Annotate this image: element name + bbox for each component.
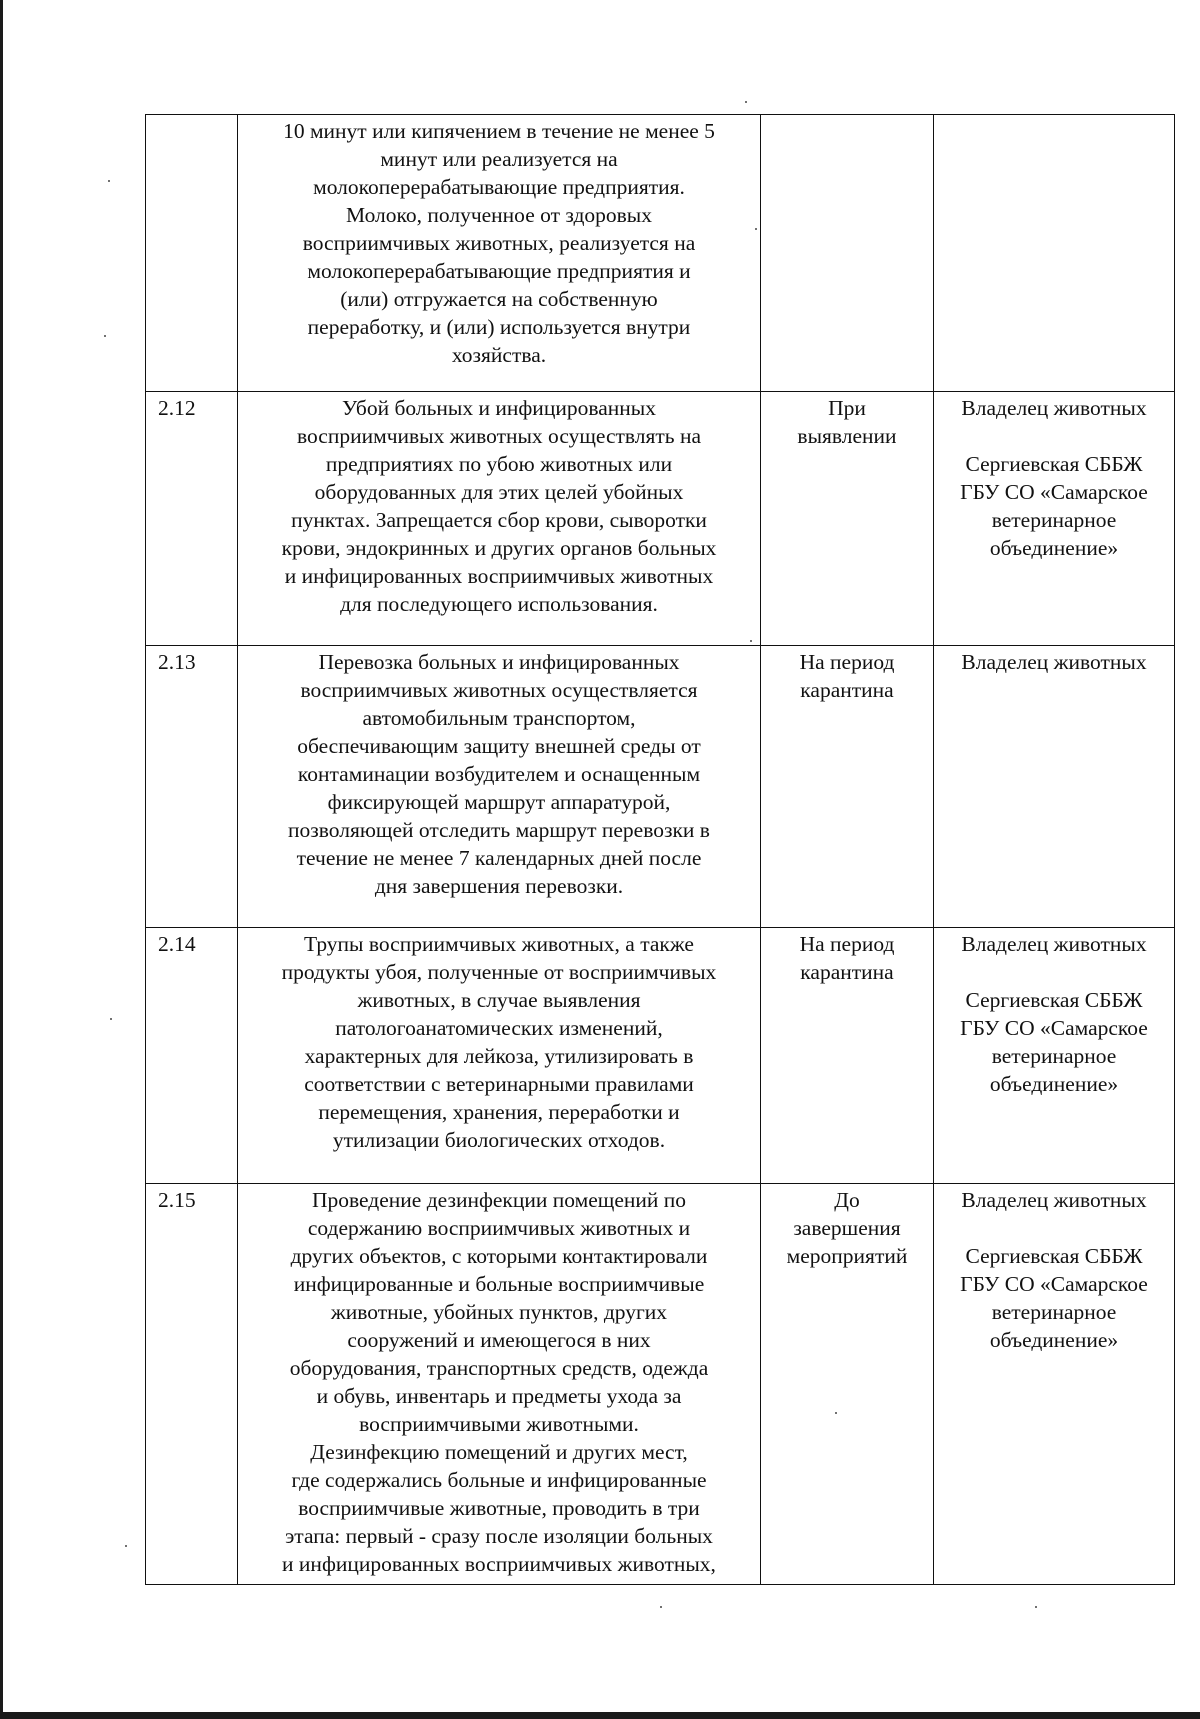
measure-description-cell	[238, 115, 761, 392]
text-line: ГБУ СО «Самарское	[960, 1016, 1148, 1040]
text-line: обеспечивающим защиту внешней среды от	[297, 734, 701, 758]
text-line: молокоперерабатывающие предприятия.	[313, 175, 685, 199]
text-line: автомобильным транспортом,	[362, 706, 636, 730]
text-line: характерных для лейкоза, утилизировать в	[304, 1044, 694, 1068]
text-line: минут или реализуется на	[380, 147, 618, 171]
scan-edge-left	[0, 0, 3, 1719]
text-line: и инфицированных восприимчивых животных,	[282, 1552, 716, 1576]
text-line: ГБУ СО «Самарское	[960, 1272, 1148, 1296]
text-line: Молоко, полученное от здоровых	[345, 203, 652, 227]
scan-speck	[745, 101, 747, 103]
text-line: объединение»	[989, 1072, 1119, 1096]
blank-line	[942, 958, 1166, 986]
text-line: Убой больных и инфицированных	[342, 396, 656, 420]
measures-table	[145, 114, 1175, 1585]
text-line: предприятиях по убою животных или	[325, 452, 673, 476]
blank-line	[942, 1214, 1166, 1242]
text-line: Сергиевская СББЖ	[965, 988, 1143, 1012]
text-line: До	[834, 1188, 860, 1212]
text-line: карантина	[800, 960, 894, 984]
text-line: оборудования, транспортных средств, одежда	[289, 1356, 709, 1380]
measures-table-body	[146, 115, 1175, 1585]
text-line: животных, в случае выявления	[357, 988, 641, 1012]
responsible-cell	[934, 115, 1175, 392]
text-line: продукты убоя, полученные от восприимчивых	[281, 960, 717, 984]
measure-description-cell	[238, 392, 761, 646]
text-line: пунктах. Запрещается сбор крови, сыворотки	[291, 508, 707, 532]
text-line: хозяйства.	[451, 343, 547, 367]
text-line: молокоперерабатывающие предприятия и	[307, 259, 691, 283]
text-line: На период	[799, 650, 895, 674]
text-line: восприимчивых животных осуществлять на	[296, 424, 702, 448]
text-line: завершения	[793, 1216, 901, 1240]
text-line: выявлении	[797, 424, 897, 448]
text-line: этапа: первый - сразу после изоляции больных	[285, 1524, 713, 1548]
text-line: для последующего использования.	[340, 592, 658, 616]
text-line: На период	[799, 932, 895, 956]
table-row	[146, 1184, 1175, 1585]
text-line: восприимчивыми животными.	[359, 1412, 639, 1436]
blank-line	[942, 422, 1166, 450]
item-number: 2.13	[158, 650, 196, 674]
text-line: фиксирующей маршрут аппаратурой,	[327, 790, 671, 814]
item-number-cell	[146, 1184, 238, 1585]
text-line: позволяющей отследить маршрут перевозки в	[288, 818, 710, 842]
table-row	[146, 392, 1175, 646]
text-line: (или) отгружается на собственную	[340, 287, 658, 311]
measure-description-cell	[238, 928, 761, 1184]
text-line: течение не менее 7 календарных дней после	[296, 846, 702, 870]
text-line: карантина	[800, 678, 894, 702]
term-cell	[761, 928, 934, 1184]
item-number-cell	[146, 646, 238, 928]
text-line: Владелец животных	[961, 1188, 1147, 1212]
text-line: инфицированные и больные восприимчивые	[293, 1272, 705, 1296]
term-cell	[761, 115, 934, 392]
responsible-cell	[934, 1184, 1175, 1585]
text-line: ветеринарное	[991, 1300, 1117, 1324]
text-line: контаминации возбудителем и оснащенным	[297, 762, 701, 786]
text-line: восприимчивые животные, проводить в три	[298, 1496, 700, 1520]
item-number: 2.14	[158, 932, 196, 956]
text-line: При	[828, 396, 866, 420]
text-line: Владелец животных	[961, 650, 1147, 674]
text-line: Сергиевская СББЖ	[965, 452, 1143, 476]
text-line: объединение»	[989, 1328, 1119, 1352]
responsible-cell	[934, 392, 1175, 646]
text-line: ГБУ СО «Самарское	[960, 480, 1148, 504]
item-number: 2.12	[158, 396, 196, 420]
item-number-cell	[146, 115, 238, 392]
text-line: Владелец животных	[961, 396, 1147, 420]
text-line: где содержались больные и инфицированные	[291, 1468, 707, 1492]
table-row	[146, 928, 1175, 1184]
text-line: соответствии с ветеринарными правилами	[304, 1072, 694, 1096]
text-line: восприимчивых животных осуществляется	[300, 678, 698, 702]
text-line: восприимчивых животных, реализуется на	[302, 231, 696, 255]
text-line: Проведение дезинфекции помещений по	[311, 1188, 687, 1212]
text-line: перемещения, хранения, переработки и	[318, 1100, 680, 1124]
text-line: других объектов, с которыми контактировали	[290, 1244, 708, 1268]
text-line: Сергиевская СББЖ	[965, 1244, 1143, 1268]
measure-description-cell	[238, 1184, 761, 1585]
text-line: ветеринарное	[991, 508, 1117, 532]
text-line: и инфицированных восприимчивых животных	[284, 564, 714, 588]
text-line: крови, эндокринных и других органов больных	[281, 536, 717, 560]
item-number: 2.15	[158, 1188, 196, 1212]
table-row	[146, 115, 1175, 392]
term-cell	[761, 1184, 934, 1585]
text-line: мероприятий	[786, 1244, 908, 1268]
text-line: животные, убойных пунктов, других	[330, 1300, 668, 1324]
text-line: Трупы восприимчивых животных, а также	[304, 932, 694, 956]
text-line: утилизации биологических отходов.	[332, 1128, 666, 1152]
text-line: дня завершения перевозки.	[374, 874, 624, 898]
term-cell	[761, 392, 934, 646]
text-line: патологоанатомических изменений,	[335, 1016, 663, 1040]
text-line: 10 минут или кипячением в течение не менее 5	[283, 119, 715, 143]
item-number-cell	[146, 392, 238, 646]
scan-speck	[660, 1606, 662, 1608]
responsible-cell	[934, 928, 1175, 1184]
text-line: содержанию восприимчивых животных и	[307, 1216, 691, 1240]
text-line: Перевозка больных и инфицированных	[318, 650, 680, 674]
scan-edge-bottom	[0, 1712, 1200, 1719]
measure-description-cell	[238, 646, 761, 928]
text-line: ветеринарное	[991, 1044, 1117, 1068]
text-line: и обувь, инвентарь и предметы ухода за	[316, 1384, 682, 1408]
text-line: оборудованных для этих целей убойных	[314, 480, 684, 504]
scan-speck	[108, 180, 110, 182]
text-line: переработку, и (или) используется внутри	[307, 315, 691, 339]
scan-speck	[1035, 1606, 1037, 1608]
text-line: сооружений и имеющегося в них	[347, 1328, 651, 1352]
responsible-cell	[934, 646, 1175, 928]
text-line: объединение»	[989, 536, 1119, 560]
scan-speck	[125, 1545, 127, 1547]
item-number-cell	[146, 928, 238, 1184]
text-line: Владелец животных	[961, 932, 1147, 956]
table-row	[146, 646, 1175, 928]
term-cell	[761, 646, 934, 928]
scan-speck	[110, 1018, 112, 1020]
scan-speck	[104, 335, 106, 337]
text-line: Дезинфекцию помещений и других мест,	[310, 1440, 688, 1464]
